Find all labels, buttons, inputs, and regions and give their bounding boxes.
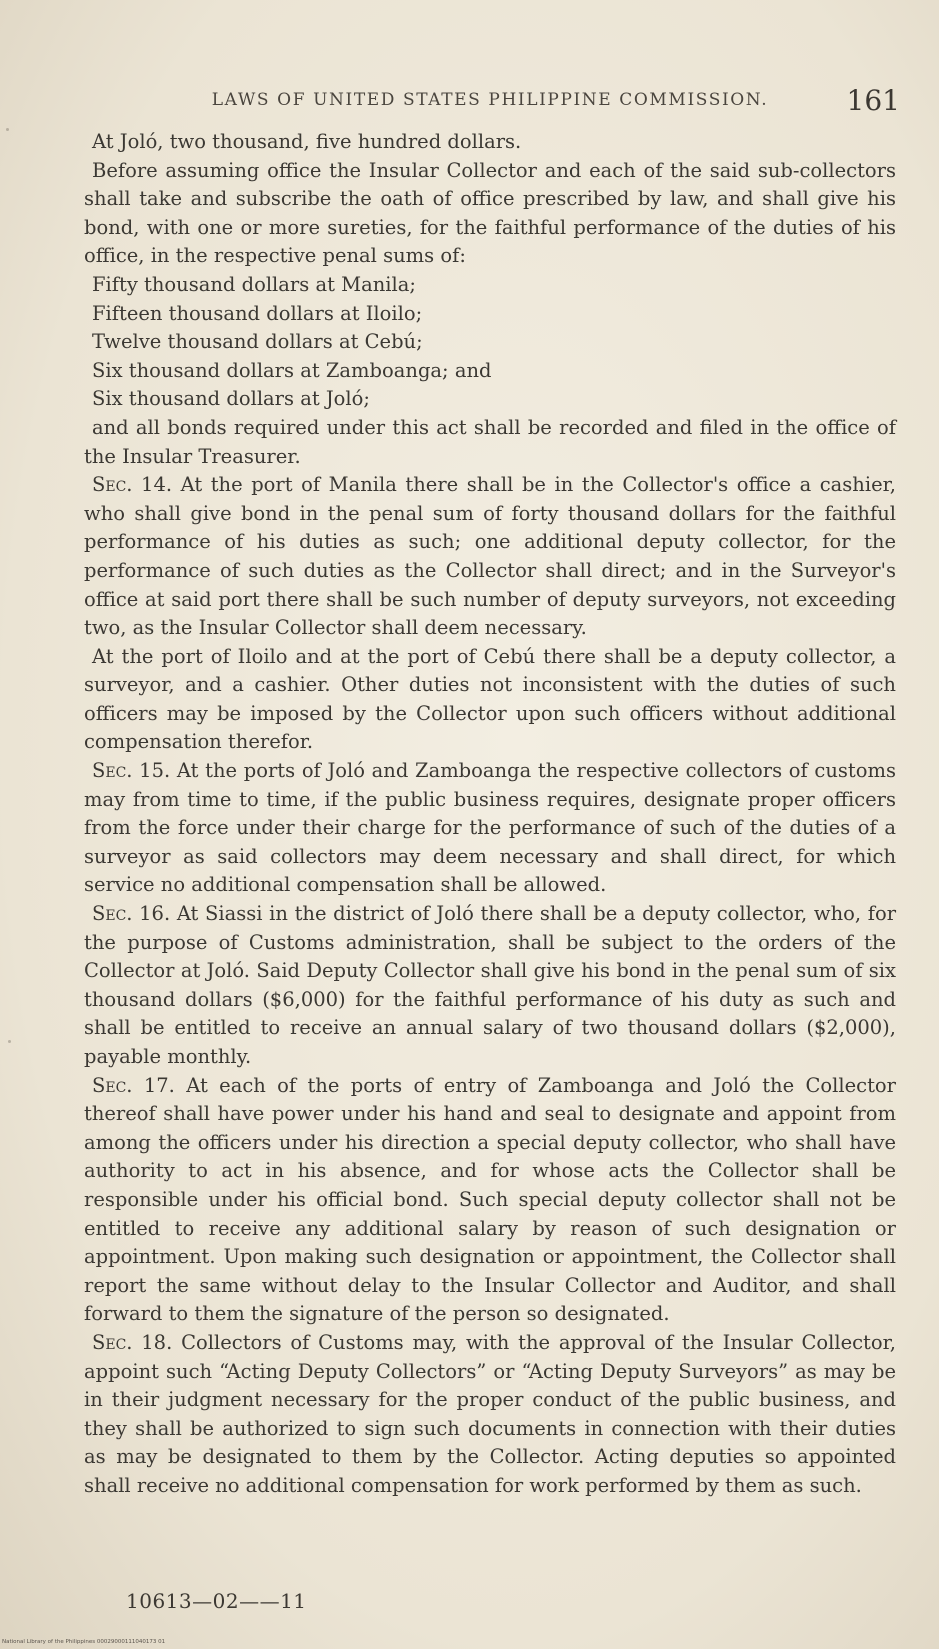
paragraph-text: and all bonds required under this act shall be recorded and filed in the office of the Insular Treasurer. [84, 415, 896, 468]
section-paragraph [84, 1072, 896, 1329]
paragraph [84, 414, 896, 471]
running-head: LAWS OF UNITED STATES PHILIPPINE COMMISSION. [211, 90, 769, 110]
scan-speck [6, 128, 9, 131]
paragraph [84, 328, 896, 357]
section-number: Sec. 16. [92, 902, 171, 926]
section-number: Sec. 17. [92, 1073, 175, 1097]
library-imprint: National Library of the Philippines 00029000111040173 01 [2, 1639, 166, 1645]
paragraph [84, 300, 896, 329]
paragraph [84, 357, 896, 386]
paragraph-text: Collectors of Customs may, with the approval of the Insular Collector, appoint such “Acting Deputy Collectors” or “Acting Deputy Surveyors” as may be in their judgment necessary for the proper conduct of the public business, and they shall be authorized to sign such documents in connection with their duties as may be designated to them by the Collector. Acting deputies so appointed shall receive no additional compensation for work performed by them as such. [84, 1330, 897, 1497]
scan-speck [8, 1040, 11, 1043]
page-header [140, 80, 900, 120]
paragraph-text: At Joló, two thousand, five hundred dollars. [92, 130, 522, 153]
section-paragraph [84, 471, 896, 643]
paragraph-text: At Siassi in the district of Joló there shall be a deputy collector, who, for the purpose of Customs administration, shall be subject to the orders of the Collector at Joló. Said Deputy Collector shall give his bond in the penal sum of six thousand dollars ($6,000) for the faithful performance of his duty as such and shall be entitled to receive an annual salary of two thousand dollars ($2,000), payable monthly. [84, 902, 897, 1068]
paragraph-text: Fifty thousand dollars at Manila; [92, 272, 416, 296]
section-number: Sec. 15. [92, 759, 171, 783]
paragraph-text: Fifteen thousand dollars at Iloilo; [92, 301, 423, 325]
section-paragraph [84, 757, 896, 900]
paragraph-text: Before assuming office the Insular Collector and each of the said sub-collectors shall take and subscribe the oath of office prescribed by law, and shall give his bond, with one or more sureties, for the faithful performance of the duties of his office, in the respective penal sums of: [84, 158, 896, 268]
paragraph-text: Six thousand dollars at Joló; [92, 387, 370, 411]
paragraph [84, 157, 896, 271]
page-number: 161 [846, 83, 900, 117]
section-number: Sec. 14. [92, 473, 173, 497]
paragraph-text: At each of the ports of entry of Zamboanga and Joló the Collector thereof shall have power under his hand and seal to designate and appoint from among the officers under his direction a special deputy collector, who shall have authority to act in his absence, and for whose acts the Collector shall be responsible under his official bond. Such special deputy collector shall not be entitled to receive any additional salary by reason of such designation or appointment. Upon making such designation or appointment, the Collector shall report the same without delay to the Insular Collector and Auditor, and shall forward to them the signature of the person so designated. [84, 1073, 896, 1326]
body-text [84, 128, 896, 1501]
paragraph [84, 643, 896, 757]
section-paragraph [84, 1329, 896, 1501]
paragraph [84, 271, 896, 300]
paragraph [84, 385, 896, 414]
paragraph-text: At the ports of Joló and Zamboanga the respective collectors of customs may from time to time, if the public business requires, designate proper officers from the force under their charge for the performance of such of the duties of a surveyor as said collectors may deem necessary and shall direct, for which service no additional compensation shall be allowed. [84, 759, 896, 897]
section-paragraph [84, 900, 896, 1072]
signature-mark: 10613—02——11 [126, 1589, 307, 1613]
paragraph-text: Twelve thousand dollars at Cebú; [92, 330, 423, 354]
paragraph-text: Six thousand dollars at Zamboanga; and [92, 358, 492, 382]
paragraph [84, 128, 896, 157]
paragraph-text: At the port of Iloilo and at the port of Cebú there shall be a deputy collector, a surveyor, and a cashier. Other duties not inconsistent with the duties of such officers may be imposed by the Collector upon such officers without additional compensation therefor. [84, 644, 896, 754]
section-number: Sec. 18. [92, 1330, 173, 1354]
paragraph-text: At the port of Manila there shall be in the Collector's office a cashier, who shall give bond in the penal sum of forty thousand dollars for the faithful performance of his duties as such; one additional deputy collector, for the performance of such duties as the Collector shall direct; and in the Surveyor's office at said port there shall be such number of deputy surveyors, not exceeding two, as the Insular Collector shall deem necessary. [84, 473, 896, 640]
